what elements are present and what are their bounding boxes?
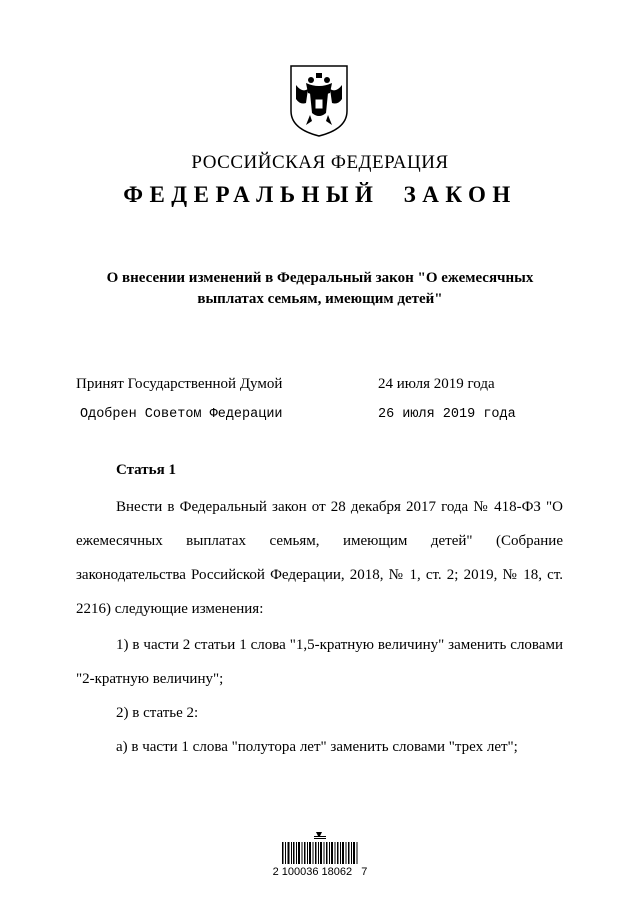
council-approval-label: Одобрен Советом Федерации bbox=[80, 407, 283, 422]
coat-of-arms-icon bbox=[288, 63, 350, 138]
council-approval-date: 26 июля 2019 года bbox=[378, 407, 516, 422]
law-title bbox=[80, 268, 560, 310]
document-type: ФЕДЕРАЛЬНЫЙ ЗАКОН bbox=[123, 182, 517, 207]
law-title-line-1: О внесении изменений в Федеральный закон "О ежемесячных bbox=[106, 270, 534, 286]
duma-adoption-label: Принят Государственной Думой bbox=[76, 376, 283, 392]
article-heading: Статья 1 bbox=[116, 462, 176, 478]
law-title-line-2: выплатах семьям, имеющим детей" bbox=[197, 291, 443, 307]
article-item-2a: а) в части 1 слова "полутора лет" заменить словами "трех лет"; bbox=[116, 739, 518, 755]
country-name: РОССИЙСКАЯ ФЕДЕРАЦИЯ bbox=[191, 152, 449, 173]
barcode-number: 2 100036 18062 7 bbox=[272, 866, 368, 878]
duma-adoption-date: 24 июля 2019 года bbox=[378, 376, 495, 392]
article-item-2: 2) в статье 2: bbox=[116, 705, 199, 721]
article-intro: Внести в Федеральный закон от 28 декабря 2017 года № 418-ФЗ "О ежемесячных выплатах семьям, имеющим детей" (Собрание законодательства Российской Федерации, 2018, № 1, ст. 2; 2019, № 18, ст. 2216) следующие изменения: bbox=[76, 499, 563, 617]
article-item-1: 1) в части 2 статьи 1 слова "1,5-кратную величину" заменить словами "2-кратную величину"; bbox=[76, 637, 563, 687]
